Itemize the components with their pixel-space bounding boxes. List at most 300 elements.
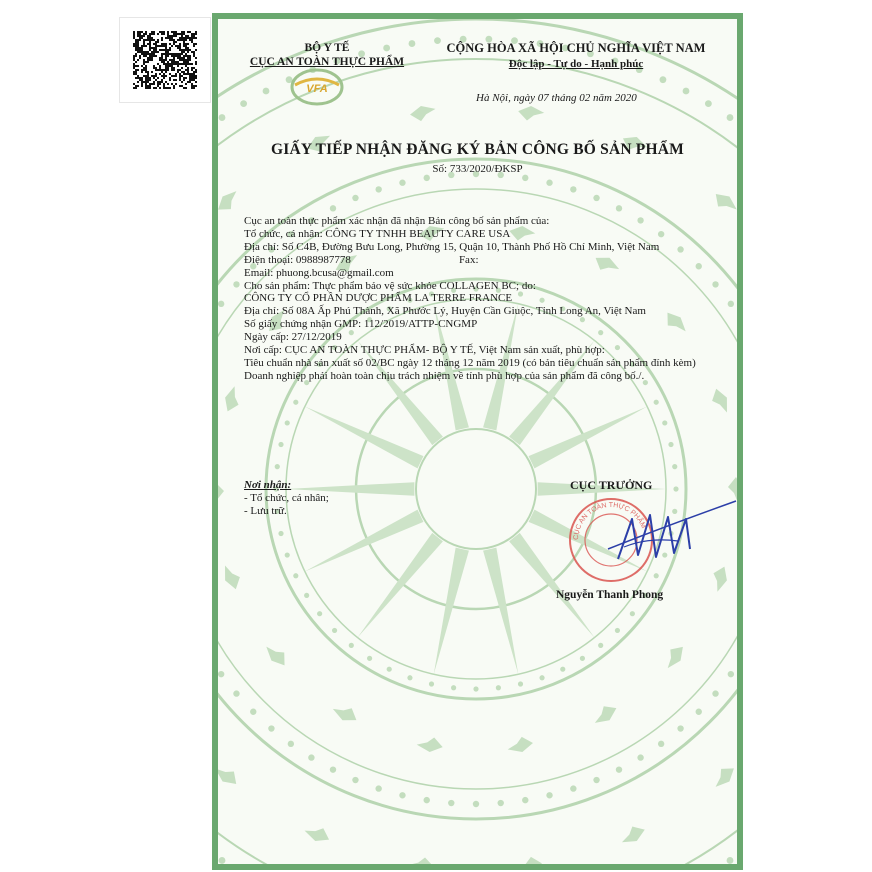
qr-module [193, 85, 195, 87]
qr-module [191, 79, 193, 81]
qr-module [183, 45, 185, 47]
qr-module [143, 59, 145, 61]
qr-module [159, 87, 161, 89]
qr-module [145, 77, 147, 79]
qr-module [151, 51, 153, 53]
qr-module [145, 87, 147, 89]
qr-module [175, 35, 177, 37]
qr-module [159, 67, 161, 69]
national-motto: Độc lập - Tự do - Hạnh phúc [508, 58, 644, 70]
header-left [242, 41, 412, 69]
qr-module [139, 37, 141, 39]
qr-module [167, 35, 169, 37]
qr-module [195, 57, 197, 59]
qr-module [179, 43, 181, 45]
manufacturer-line: CÔNG TY CỔ PHẦN DƯỢC PHẨM LA TERRE FRANCE [244, 292, 513, 305]
qr-module [141, 49, 143, 51]
qr-module [175, 31, 177, 33]
qr-module [189, 59, 191, 61]
qr-module [141, 51, 143, 53]
qr-module [143, 69, 145, 71]
qr-code [133, 31, 197, 89]
qr-module [171, 67, 173, 69]
qr-module [143, 75, 145, 77]
qr-module [165, 63, 167, 65]
qr-module [155, 49, 157, 51]
certificate-paper [218, 19, 737, 864]
qr-module [161, 49, 163, 51]
qr-module [163, 31, 165, 33]
qr-module [157, 45, 159, 47]
recipients-heading: Nơi nhận: [244, 479, 292, 491]
qr-module [147, 73, 149, 75]
qr-module [147, 85, 149, 87]
qr-module [163, 61, 165, 63]
qr-module [185, 63, 187, 65]
qr-module [151, 33, 153, 35]
qr-module [153, 55, 155, 57]
qr-module [143, 33, 145, 35]
qr-module [155, 41, 157, 43]
qr-module [165, 45, 167, 47]
qr-module [159, 59, 161, 61]
qr-module [175, 83, 177, 85]
qr-module [135, 65, 137, 67]
qr-module [177, 71, 179, 73]
qr-module [171, 61, 173, 63]
qr-module [147, 53, 149, 55]
qr-module [157, 39, 159, 41]
qr-module [191, 39, 193, 41]
qr-module [145, 33, 147, 35]
qr-module [179, 49, 181, 51]
qr-module [169, 77, 171, 79]
qr-module [193, 55, 195, 57]
qr-module [181, 59, 183, 61]
qr-module [165, 67, 167, 69]
qr-module [143, 63, 145, 65]
qr-module [179, 79, 181, 81]
qr-module [173, 31, 175, 33]
qr-module [155, 79, 157, 81]
qr-module [135, 87, 137, 89]
qr-module [135, 61, 137, 63]
qr-module [141, 65, 143, 67]
qr-module [177, 55, 179, 57]
qr-module [193, 75, 195, 77]
qr-module [165, 49, 167, 51]
qr-module [133, 55, 135, 57]
qr-module [183, 31, 185, 33]
qr-module [147, 39, 149, 41]
qr-module [189, 39, 191, 41]
document-title: GIẤY TIẾP NHẬN ĐĂNG KÝ BẢN CÔNG BỐ SẢN PHẨM [271, 141, 684, 158]
qr-module [163, 83, 165, 85]
qr-module [157, 41, 159, 43]
qr-module [133, 83, 135, 85]
qr-module [153, 33, 155, 35]
qr-module [145, 31, 147, 33]
phone-line: Điện thoại: 0988987778 [244, 253, 351, 266]
qr-module [175, 33, 177, 35]
qr-module [137, 59, 139, 61]
qr-module [189, 81, 191, 83]
recipients-block [244, 479, 329, 518]
qr-module [159, 83, 161, 85]
qr-module [173, 69, 175, 71]
qr-module [173, 85, 175, 87]
qr-module [167, 87, 169, 89]
qr-module [193, 67, 195, 69]
qr-module [187, 59, 189, 61]
qr-module [165, 43, 167, 45]
qr-module [177, 65, 179, 67]
qr-module [165, 75, 167, 77]
qr-module [161, 53, 163, 55]
qr-module [195, 85, 197, 87]
qr-module [171, 55, 173, 57]
qr-module [185, 65, 187, 67]
qr-module [143, 55, 145, 57]
contact-line [244, 254, 726, 267]
qr-module [161, 37, 163, 39]
qr-module [167, 51, 169, 53]
qr-module [193, 51, 195, 53]
qr-module [139, 33, 141, 35]
address-line: Địa chỉ: Số C4B, Đường Bưu Long, Phường 15, Quận 10, Thành Phố Hồ Chí Minh, Việt Nam [244, 240, 660, 253]
qr-module [137, 81, 139, 83]
qr-module [185, 35, 187, 37]
qr-module [147, 37, 149, 39]
qr-module [173, 75, 175, 77]
qr-module [155, 75, 157, 77]
qr-module [187, 51, 189, 53]
qr-module [173, 39, 175, 41]
qr-module [143, 39, 145, 41]
qr-module [181, 63, 183, 65]
qr-module [163, 87, 165, 89]
qr-module [133, 65, 135, 67]
issue-date-line: Ngày cấp: 27/12/2019 [244, 331, 342, 344]
qr-module [167, 53, 169, 55]
qr-module [155, 51, 157, 53]
qr-module [149, 55, 151, 57]
header-right [426, 41, 726, 72]
qr-module [161, 31, 163, 33]
qr-module [191, 83, 193, 85]
qr-module [153, 39, 155, 41]
qr-module [195, 71, 197, 73]
qr-module [191, 51, 193, 53]
qr-module [191, 69, 193, 71]
qr-module [137, 33, 139, 35]
qr-module [193, 71, 195, 73]
qr-module [161, 69, 163, 71]
qr-module [179, 53, 181, 55]
qr-module [169, 43, 171, 45]
qr-module [171, 45, 173, 47]
qr-module [173, 61, 175, 63]
qr-module [147, 43, 149, 45]
qr-module [183, 63, 185, 65]
qr-module [177, 69, 179, 71]
qr-module [185, 39, 187, 41]
qr-module [137, 51, 139, 53]
qr-module [185, 43, 187, 45]
qr-module [147, 59, 149, 61]
qr-module [171, 53, 173, 55]
qr-module [173, 33, 175, 35]
qr-module [169, 73, 171, 75]
qr-module [195, 43, 197, 45]
qr-module [153, 47, 155, 49]
qr-module [159, 65, 161, 67]
qr-module [169, 37, 171, 39]
qr-module [169, 47, 171, 49]
qr-module [137, 69, 139, 71]
qr-module [173, 43, 175, 45]
qr-module [167, 67, 169, 69]
qr-module [165, 71, 167, 73]
qr-module [149, 43, 151, 45]
qr-module [161, 55, 163, 57]
qr-module [153, 43, 155, 45]
qr-module [181, 57, 183, 59]
qr-module [171, 39, 173, 41]
qr-module [143, 35, 145, 37]
qr-module [185, 61, 187, 63]
qr-module [183, 41, 185, 43]
qr-module [147, 35, 149, 37]
qr-module [157, 69, 159, 71]
qr-module [179, 63, 181, 65]
qr-module [175, 79, 177, 81]
qr-module [133, 67, 135, 69]
qr-module [175, 75, 177, 77]
qr-module [183, 37, 185, 39]
qr-module [133, 37, 135, 39]
qr-module [145, 83, 147, 85]
qr-module [141, 69, 143, 71]
qr-module [139, 51, 141, 53]
email-line: Email: phuong.bcusa@gmail.com [244, 266, 394, 279]
qr-module [181, 37, 183, 39]
qr-module [185, 73, 187, 75]
qr-module [179, 57, 181, 59]
qr-module [161, 43, 163, 45]
qr-module [187, 69, 189, 71]
qr-module [149, 33, 151, 35]
qr-module [185, 49, 187, 51]
certificate-body [244, 215, 726, 383]
qr-module [141, 85, 143, 87]
qr-module [171, 59, 173, 61]
qr-module [157, 81, 159, 83]
qr-module [141, 71, 143, 73]
qr-module [161, 61, 163, 63]
qr-module [183, 77, 185, 79]
qr-module [193, 77, 195, 79]
certificate-frame [212, 13, 743, 870]
qr-module [191, 41, 193, 43]
qr-module [149, 39, 151, 41]
qr-module [133, 87, 135, 89]
qr-module [179, 55, 181, 57]
qr-module [193, 73, 195, 75]
qr-module [181, 51, 183, 53]
qr-module [165, 59, 167, 61]
qr-module [179, 33, 181, 35]
qr-module [149, 49, 151, 51]
qr-module [151, 53, 153, 55]
qr-module [179, 45, 181, 47]
qr-module [163, 63, 165, 65]
qr-module [159, 69, 161, 71]
qr-module [163, 77, 165, 79]
qr-module [163, 45, 165, 47]
qr-module [187, 35, 189, 37]
qr-module [179, 39, 181, 41]
qr-module [149, 35, 151, 37]
qr-module [137, 39, 139, 41]
qr-module [137, 45, 139, 47]
qr-module [133, 43, 135, 45]
qr-module [191, 37, 193, 39]
qr-module [181, 31, 183, 33]
qr-module [169, 53, 171, 55]
qr-module [135, 47, 137, 49]
qr-module [175, 53, 177, 55]
qr-module [187, 73, 189, 75]
qr-module [155, 43, 157, 45]
qr-module [177, 53, 179, 55]
qr-module [173, 59, 175, 61]
qr-module [189, 49, 191, 51]
qr-module [195, 69, 197, 71]
qr-module [143, 67, 145, 69]
agency-name: CỤC AN TOÀN THỰC PHẨM [249, 56, 405, 68]
qr-module [153, 87, 155, 89]
qr-module [145, 85, 147, 87]
qr-module [187, 81, 189, 83]
qr-module [185, 47, 187, 49]
qr-module [179, 85, 181, 87]
qr-module [133, 33, 135, 35]
qr-module [187, 63, 189, 65]
qr-module [183, 39, 185, 41]
qr-module [165, 81, 167, 83]
qr-module [155, 73, 157, 75]
qr-module [157, 51, 159, 53]
qr-module [163, 43, 165, 45]
qr-module [189, 75, 191, 77]
qr-module [169, 63, 171, 65]
qr-module [161, 39, 163, 41]
qr-module [161, 71, 163, 73]
qr-module [141, 35, 143, 37]
qr-module [139, 31, 141, 33]
qr-module [185, 45, 187, 47]
qr-module [181, 49, 183, 51]
qr-module [163, 53, 165, 55]
handwritten-signature [598, 489, 737, 579]
qr-module [157, 83, 159, 85]
qr-module [137, 65, 139, 67]
recipient-item: - Tổ chức, cá nhân; [244, 492, 329, 504]
qr-module [159, 57, 161, 59]
qr-module [135, 71, 137, 73]
qr-module [151, 55, 153, 57]
qr-module [163, 49, 165, 51]
qr-module [143, 45, 145, 47]
qr-module [161, 45, 163, 47]
qr-module [169, 79, 171, 81]
qr-module [161, 59, 163, 61]
qr-module [149, 53, 151, 55]
qr-module [155, 69, 157, 71]
qr-module [153, 67, 155, 69]
stamp-ring-text: CỤC AN TOÀN THỰC PHẨM [572, 501, 647, 541]
qr-module [165, 47, 167, 49]
qr-module [165, 37, 167, 39]
qr-module [147, 79, 149, 81]
qr-module [173, 63, 175, 65]
qr-module [145, 69, 147, 71]
fax-line: Fax: [458, 253, 479, 266]
qr-module [181, 53, 183, 55]
qr-module [179, 75, 181, 77]
organization-line: Tổ chức, cá nhân: CÔNG TY TNHH BEAUTY CARE USA [244, 227, 511, 240]
vfa-logo [289, 67, 345, 107]
qr-module [139, 47, 141, 49]
qr-module [137, 47, 139, 49]
qr-module [159, 73, 161, 75]
qr-module [181, 67, 183, 69]
qr-module [181, 35, 183, 37]
qr-module [191, 63, 193, 65]
qr-module [165, 87, 167, 89]
qr-module [149, 59, 151, 61]
qr-module [185, 37, 187, 39]
qr-module [173, 87, 175, 89]
qr-module [147, 71, 149, 73]
qr-module [171, 75, 173, 77]
qr-module [183, 73, 185, 75]
qr-module [151, 39, 153, 41]
qr-module [185, 69, 187, 71]
qr-module [151, 59, 153, 61]
qr-module [191, 77, 193, 79]
qr-module [149, 77, 151, 79]
qr-module [167, 61, 169, 63]
qr-module [189, 57, 191, 59]
qr-module [181, 33, 183, 35]
qr-module [139, 79, 141, 81]
qr-module [189, 63, 191, 65]
qr-module [135, 45, 137, 47]
signer-role: CỤC TRƯỞNG [570, 478, 653, 492]
qr-module [177, 47, 179, 49]
qr-module [179, 37, 181, 39]
qr-module [133, 35, 135, 37]
qr-module [161, 81, 163, 83]
qr-module [169, 49, 171, 51]
qr-module [177, 57, 179, 59]
qr-module [149, 87, 151, 89]
qr-module [155, 87, 157, 89]
qr-module [157, 33, 159, 35]
qr-module [137, 43, 139, 45]
